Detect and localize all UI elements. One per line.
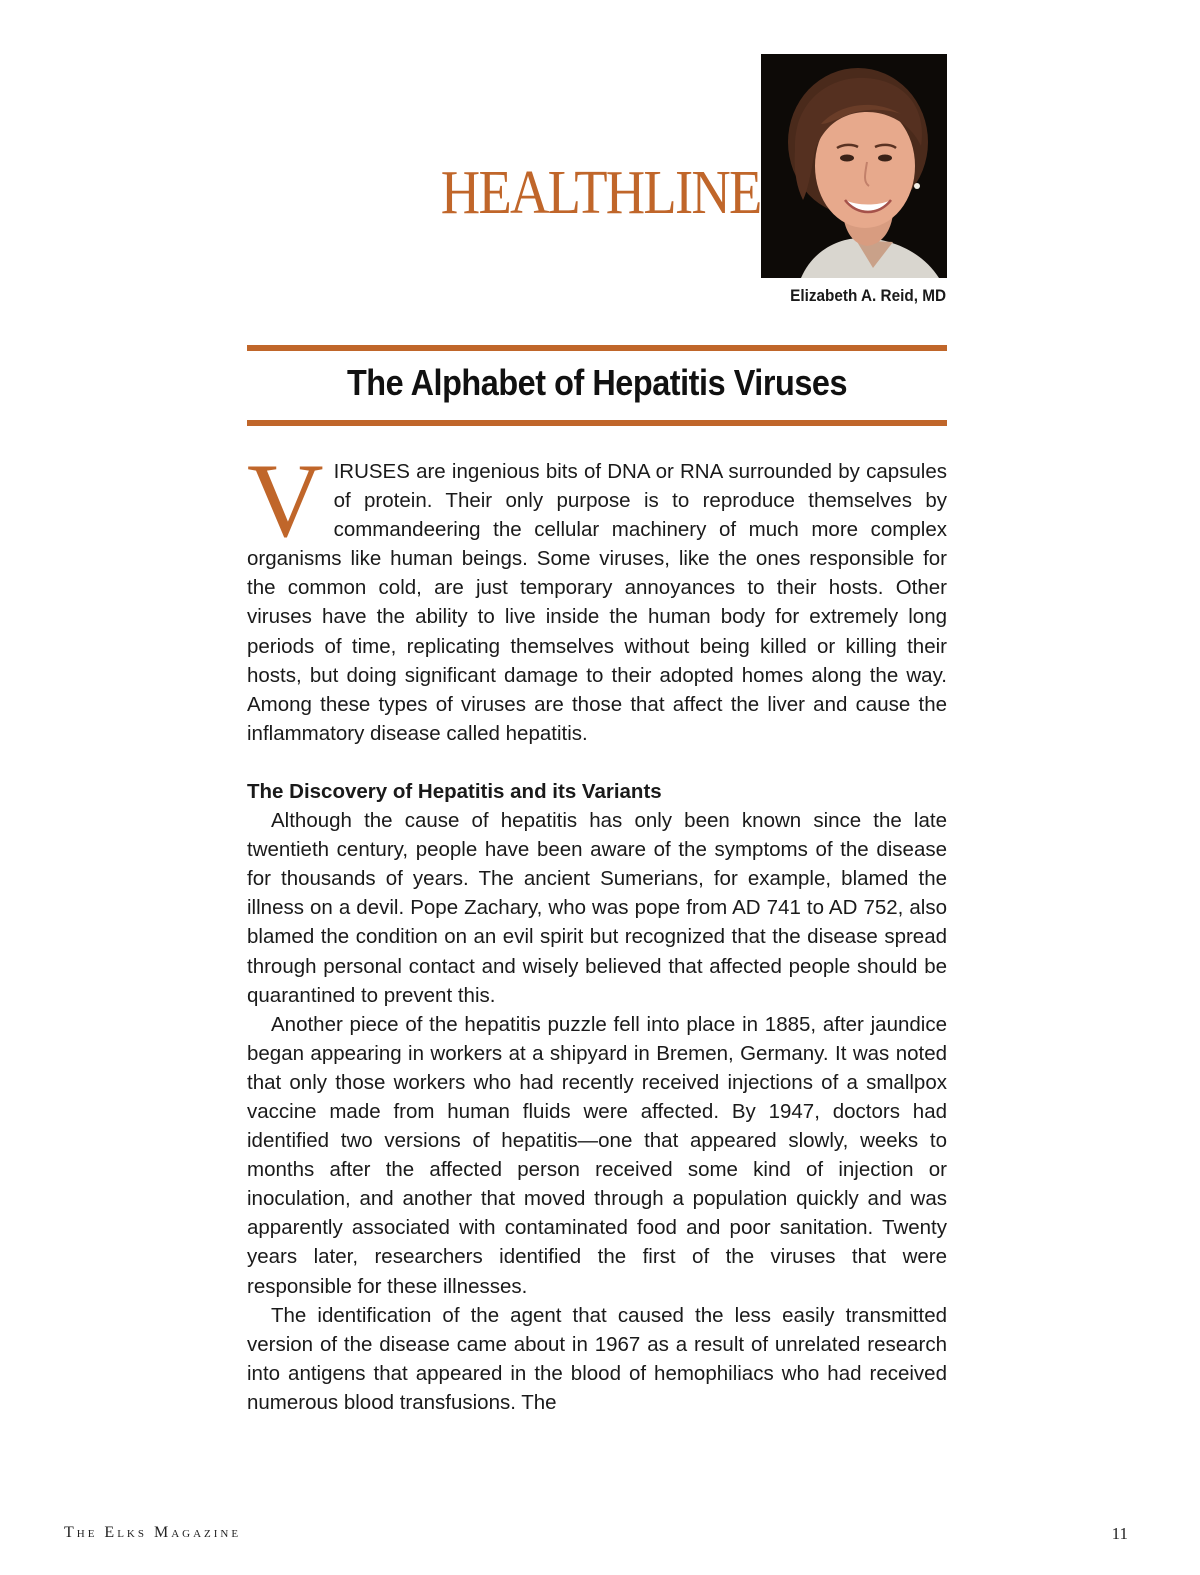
section-title: HEALTHLINE <box>440 159 761 227</box>
article-body <box>247 442 947 1417</box>
drop-cap: V <box>247 442 324 559</box>
body-paragraph-1: Although the cause of hepatitis has only been known since the late twentieth century, people have been aware of the symptoms of the disease for thousands of years. The ancient Sumerians, for example, blamed the illness on a devil. Pope Zachary, who was pope from AD 741 to AD 752, also blamed the condition on an evil spirit but recognized that the disease spread through personal contact and wisely believed that affected people should be quarantined to prevent this. <box>247 809 947 1007</box>
title-rule-top <box>247 345 947 351</box>
page-number: 11 <box>1111 1524 1128 1543</box>
intro-paragraph <box>247 442 947 748</box>
publication-name: The Elks Magazine <box>64 1524 242 1541</box>
body-paragraph-3: The identification of the agent that caused the less easily transmitted version of the disease came about in 1967 as a result of unrelated research into antigens that appeared in the blood of hemophiliacs who had received numerous blood transfusions. The <box>247 1303 947 1414</box>
author-byline: Elizabeth A. Reid, MD <box>790 286 946 305</box>
article-title: The Alphabet of Hepatitis Viruses <box>346 362 848 403</box>
title-rule-bottom <box>247 420 947 426</box>
author-portrait-image <box>761 54 947 278</box>
author-photo <box>761 54 947 278</box>
body-paragraph-2: Another piece of the hepatitis puzzle fell into place in 1885, after jaundice began appearing in workers at a shipyard in Bremen, Germany. It was noted that only those workers who had recently received injections of a smallpox vaccine made from human fluids were affected. By 1947, doctors had identified two versions of hepatitis—one that appeared slowly, weeks to months after the affected person received some kind of injection or inoculation, and another that moved through a population quickly and was apparently associated with contaminated food and poor sanitation. Twenty years later, researchers identified the first of the viruses that were responsible for these illnesses. <box>247 1012 947 1298</box>
intro-text: IRUSES are ingenious bits of DNA or RNA surrounded by capsules of protein. Their only purpose is to reproduce themselves by commandeering the cellular machinery of much more complex organisms like human beings. Some viruses, like the ones responsible for the common cold, are just temporary annoyances to their hosts. Other viruses have the ability to live inside the human body for extremely long periods of time, replicating themselves without being killed or killing their hosts, but doing significant damage to their adopted homes along the way. Among these types of viruses are those that affect the liver and cause the inflammatory disease called hepatitis. <box>247 460 947 745</box>
section-heading: The Discovery of Hepatitis and its Variants <box>247 779 662 803</box>
